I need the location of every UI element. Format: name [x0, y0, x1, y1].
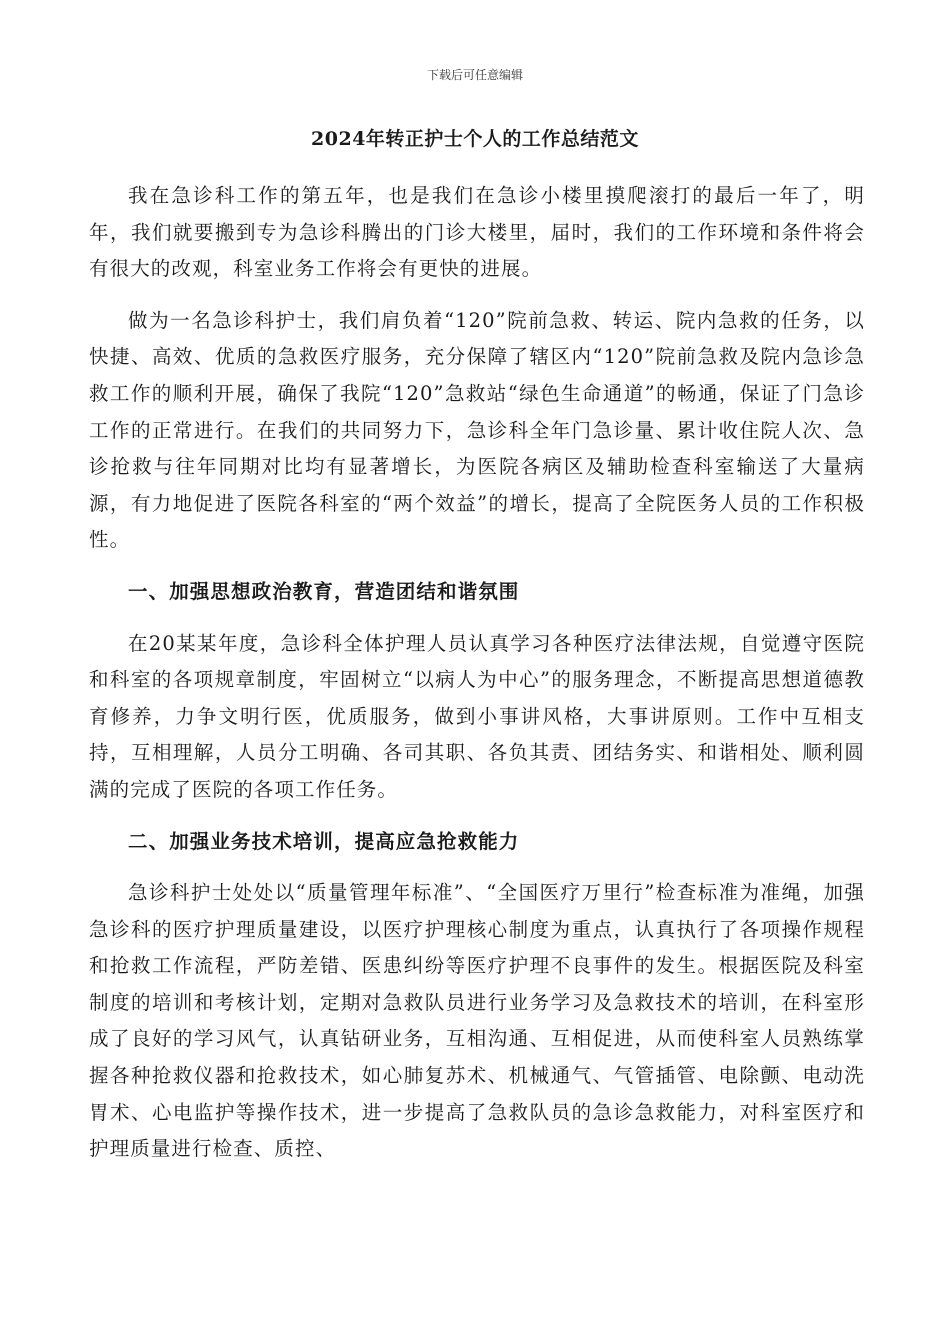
document-body: [89, 178, 865, 1183]
paragraph-responsibility: 做为一名急诊科护士，我们肩负着“120”院前急救、转运、院内急救的任务，以快捷、高效、优质的急救医疗服务，充分保障了辖区内“120”院前急救及院内急诊急救工作的顺利开展，确保了我院“120”急救站“绿色生命通道”的畅通，保证了门急诊工作的正常进行。在我们的共同努力下，急诊科全年门急诊量、累计收住院人次、急诊抢救与往年同期对比均有显著增长，为医院各病区及辅助检查科室输送了大量病源，有力地促进了医院各科室的“两个效益”的增长，提高了全院医务人员的工作积极性。: [89, 308, 865, 552]
section-heading-1: 一、加强思想政治教育，营造团结和谐氛围: [128, 579, 520, 603]
document-title: 2024年转正护士个人的工作总结范文: [311, 128, 639, 150]
paragraph-section-1: 在20某某年度，急诊科全体护理人员认真学习各种医疗法律法规，自觉遵守医院和科室的各项规章制度，牢固树立“以病人为中心”的服务理念，不断提高思想道德教育修养，力争文明行医，优质服务，做到小事讲风格，大事讲原则。工作中互相支持，互相理解，人员分工明确、各司其职、各负其责、团结务实、和谐相处、顺利圆满的完成了医院的各项工作任务。: [89, 631, 865, 801]
section-heading-2: 二、加强业务技术培训，提高应急抢救能力: [128, 829, 520, 853]
paragraph-section-2: 急诊科护士处处以“质量管理年标准”、“全国医疗万里行”检查标准为准绳，加强急诊科的医疗护理质量建设，以医疗护理核心制度为重点，认真执行了各项操作规程和抢救工作流程，严防差错、医患纠纷等医疗护理不良事件的发生。根据医院及科室制度的培训和考核计划，定期对急救队员进行业务学习及急救技术的培训，在科室形成了良好的学习风气，认真钻研业务，互相沟通、互相促进，从而使科室人员熟练掌握各种抢救仪器和抢救技术，如心肺复苏术、机械通气、气管插管、电除颤、电动洗胃术、心电监护等操作技术，进一步提高了急救队员的急诊急救能力，对科室医疗和护理质量进行检查、质控、: [89, 881, 865, 1161]
paragraph-intro: 我在急诊科工作的第五年，也是我们在急诊小楼里摸爬滚打的最后一年了，明年，我们就要搬到专为急诊科腾出的门诊大楼里，届时，我们的工作环境和条件将会有很大的改观，科室业务工作将会有更快的进展。: [89, 184, 865, 281]
page-header: 下载后可任意编辑: [426, 68, 523, 82]
